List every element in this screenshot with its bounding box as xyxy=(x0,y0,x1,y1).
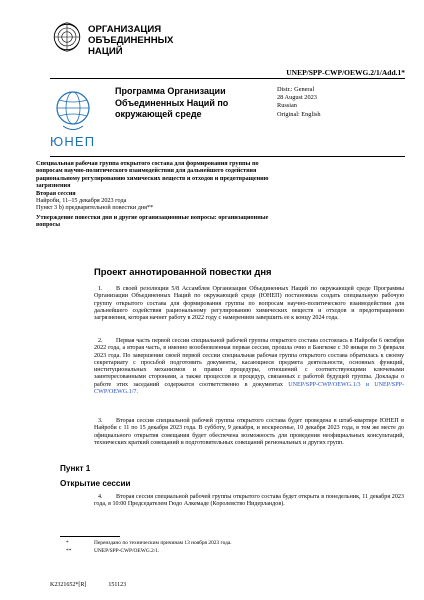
paragraph-text: Вторая сессия специальной рабочей группы открытого состава будет открыта в понедельник, 11 декабря 2023 года, в 10:00 Председателем Гюдо Алкемаде (Королевство Нидерландов). xyxy=(94,494,404,508)
un-emblem-icon xyxy=(52,22,82,52)
paragraph-number: 1. xyxy=(98,286,103,292)
footnote-mark: ** xyxy=(66,548,72,554)
paragraph-number: 3. xyxy=(98,418,103,424)
paragraph-text: Вторая сессия специальной рабочей группы открытого состава будет проведена в штаб-квартире ЮНЕП в Найроби с 11 по 15 декабря 2023 года. В субботу, 9 декабря, и воскресенье, 10 декабря 2023 года, в том же месте до официального открытия совещания будет обеспечена возможность для проведения неофициальных консультаций, технических краткий совещаний и подготовительных совещаний региональных и других групп. xyxy=(94,418,404,446)
paragraph-number: 2. xyxy=(98,338,103,344)
paragraph-3 xyxy=(94,418,404,447)
meeting-divider xyxy=(50,156,405,157)
document-title: Проект аннотированной повестки дня xyxy=(94,266,272,277)
distribution-block xyxy=(277,86,321,119)
issue-date: 28 August 2023 xyxy=(277,94,317,102)
footnote-divider xyxy=(60,536,120,537)
paragraph-text: В своей резолюции 5/8 Ассамблея Организации Объединенных Наций по окружающей среде Программы Организации Объединенных Наций по окружающей среде (ЮНЕП) постановила создать специальную рабочую группу открытого состава для формирования группы по вопросам научно-политического взаимодействия для дальнейшего содействия рациональному регулированию химических веществ и отходов и предотвращению загрязнения, которая начнет работу в 2022 году с намерением завершить ее к концу 2024 года. xyxy=(94,286,404,322)
agenda-topic: Утверждение повестки дня и другие организационные вопросы: организационные вопросы xyxy=(36,213,269,229)
footnote-2 xyxy=(60,548,159,555)
meeting-body: Специальная рабочая группа открытого состава для формирования группы по вопросам научно-политического взаимодействия для дальнейшего содействия рациональному регулированию химических веществ и отходов и предотвращению загрязнения xyxy=(36,160,269,190)
section-heading: Открытие сессии xyxy=(60,479,131,488)
distribution-type: Distr.: General xyxy=(277,86,315,93)
org-name-line3: НАЦИЙ xyxy=(88,46,123,57)
program-title: Программа Организации Объединенных Наций по окружающей среде xyxy=(115,86,229,119)
org-name-line1: ОРГАНИЗАЦИЯ xyxy=(88,24,162,35)
org-name-line2: ОБЪЕДИНЕННЫХ xyxy=(88,35,174,46)
header-divider xyxy=(50,78,405,79)
session-label: Вторая сессия xyxy=(36,189,76,197)
language: Russian xyxy=(277,102,297,110)
job-code: 151123 xyxy=(108,582,127,588)
meeting-info xyxy=(36,160,274,229)
paragraph-text: Первая часть первой сессии специальной рабочей группы открытого состава состоялась в Найроби 6 октября 2022 года, а вторая часть, в именно возобновленная первая сессия, прошла очно в Бангкоке с 30 января по 3 февраля 2023 года. По завершении своей первой сессии специальная рабочая группа открытого состава обратилась к своему секретариату с просьбой подготовить документы, касающиеся предмета деятельности, основных функций, институциональных механизмов и правил процедуры, отношений с соответствующими ключевыми заинтересованными сторонами, а также процессов и процедур, связанных с работой будущей группы. Доклады о работе этих заседаний содержатся соответственно в документах xyxy=(94,338,404,388)
footnote-text: UNEP/SPP-CWP/OEWG.2/1. xyxy=(94,548,160,554)
unep-logo-text: ЮНЕП xyxy=(50,134,96,149)
agenda-item-ref: Пункт 3 b) предварительной повестки дня** xyxy=(36,204,154,212)
paragraph-4 xyxy=(94,494,404,509)
session-place-date: Найроби, 11–15 декабря 2023 года xyxy=(36,197,127,205)
footnote-text: Переиздано по техническим причинам 13 ноября 2023 года. xyxy=(94,540,232,546)
paragraph-2 xyxy=(94,338,404,396)
document-links[interactable]: UNEP/SPP-CWP/OEWG.1/3 и UNEP/SPP-CWP/OEWG.1/7. xyxy=(94,381,404,396)
footnote-1 xyxy=(60,540,232,547)
organization-name xyxy=(88,24,173,57)
footnote-mark: * xyxy=(66,540,69,546)
document-symbol: UNEP/SPP-CWP/OEWG.2/1/Add.1* xyxy=(286,68,405,77)
unep-logo-icon xyxy=(53,86,93,134)
original-language: Original: English xyxy=(277,110,321,118)
paragraph-number: 4. xyxy=(98,494,103,500)
paragraph-1 xyxy=(94,286,404,322)
job-number: K2321652*[R] xyxy=(50,582,87,588)
job-number-line xyxy=(50,582,148,588)
item-heading: Пункт 1 xyxy=(60,464,91,473)
